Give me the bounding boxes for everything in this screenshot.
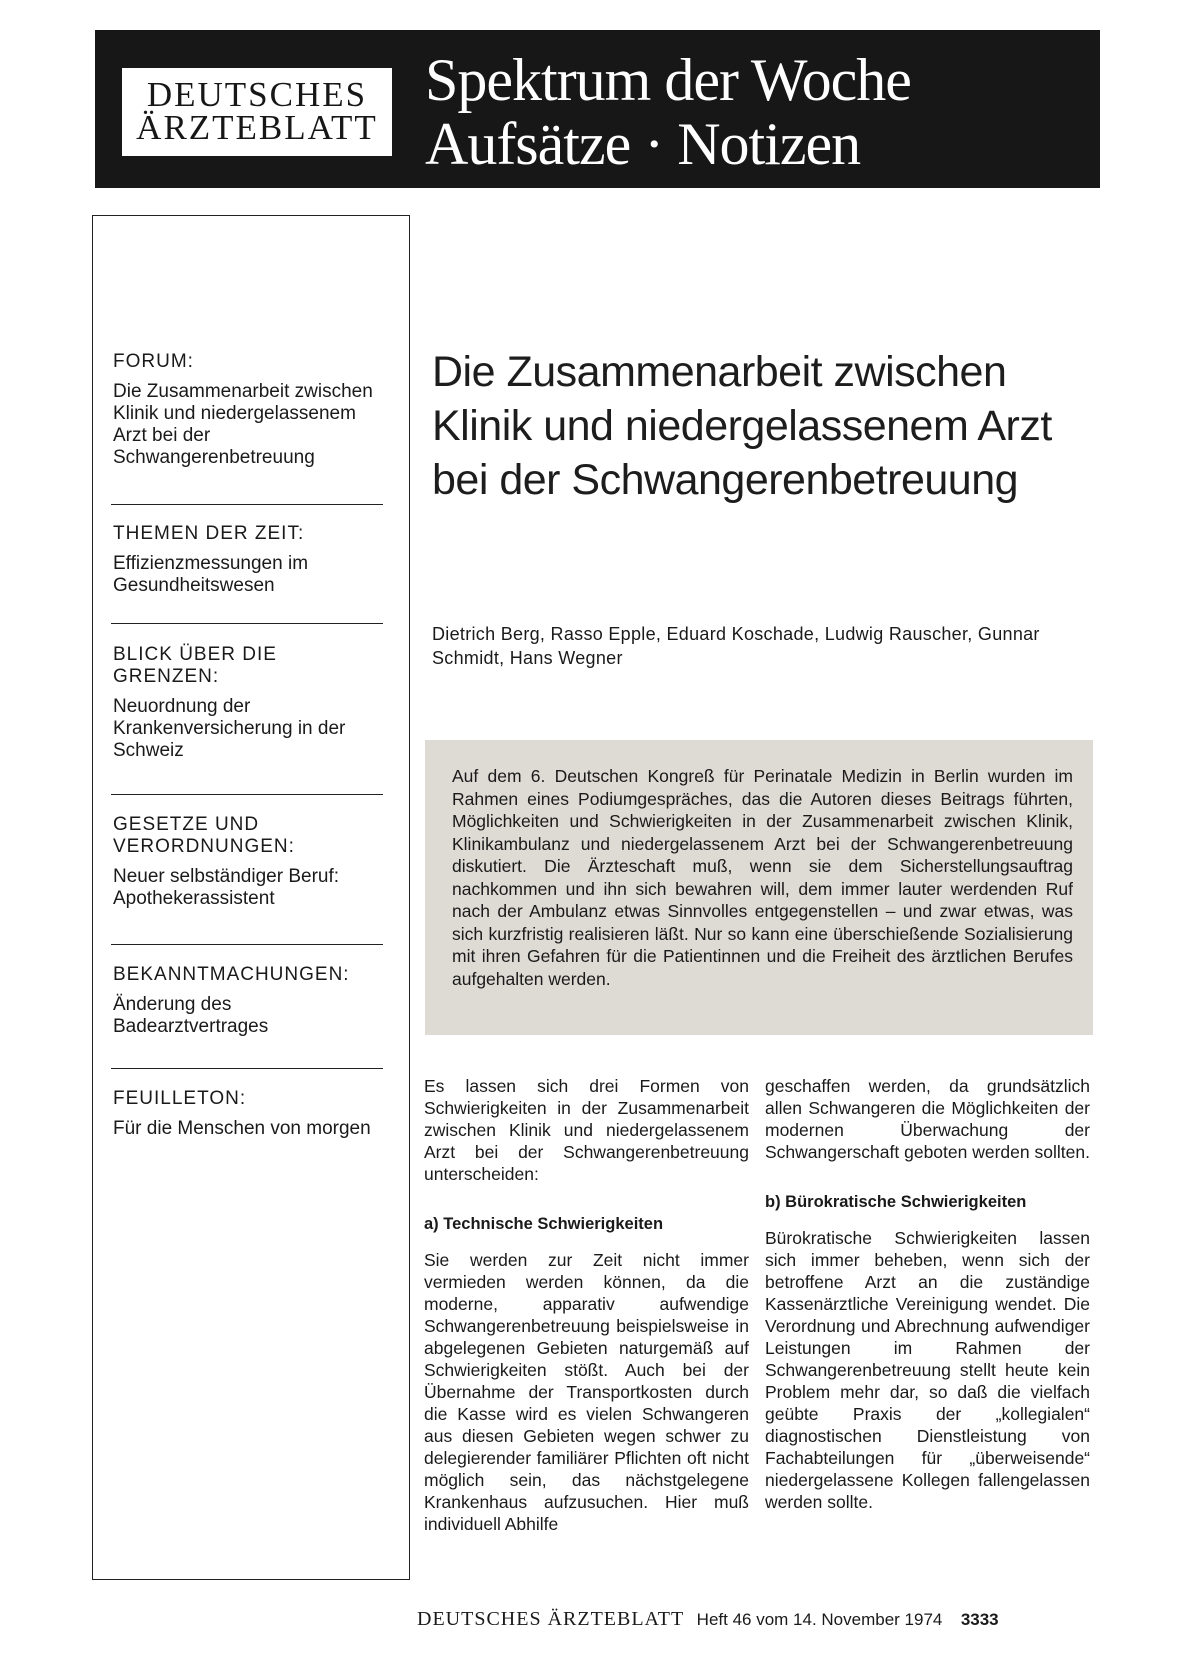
section-b-paragraph: Bürokratische Schwierigkeiten lassen sich immer beheben, wenn sich der betroffene Arzt an die zuständige Kassenärztliche Vereinigung wendet. Die Verordnung und Abrechnung aufwendiger Leistungen im Rahmen der Schwangerenbetreuung stellt heute kein Problem mehr dar, so daß die vielfach geübte Praxis der „kollegialen“ diagnostischen Dienstleistung von Fachabteilungen für „überweisende“ niedergelassene Kollegen fallengelassen werden sollte. <box>765 1228 1090 1512</box>
sidebar-divider <box>111 623 383 624</box>
continuation-paragraph: geschaffen werden, da grundsätzlich allen Schwangeren die Möglichkeiten der modernen Überwachung der Schwangerschaft geboten werden sollten. <box>765 1076 1090 1162</box>
sidebar-section-blick <box>113 644 383 762</box>
sidebar-heading: FEUILLETON: <box>113 1088 247 1109</box>
intro-paragraph: Es lassen sich drei Formen von Schwierigkeiten in der Zusammenarbeit zwischen Klinik und niedergelassenem Arzt bei der Schwangerenbetreuung unterscheiden: <box>424 1076 749 1184</box>
sidebar-section-feuilleton <box>113 1088 383 1140</box>
section-title-line-1: Spektrum der Woche <box>425 47 911 113</box>
footer-issue: Heft 46 vom 14. November 1974 <box>696 1610 943 1629</box>
footer-brand: DEUTSCHES ÄRZTEBLATT <box>417 1608 685 1630</box>
sidebar-heading: BLICK ÜBER DIE GRENZEN: <box>113 644 277 687</box>
page-footer <box>417 1608 999 1631</box>
section-b-heading: b) Bürokratische Schwierigkeiten <box>765 1193 1027 1211</box>
article-authors: Dietrich Berg, Rasso Epple, Eduard Koschade, Ludwig Rauscher, Gunnar Schmidt, Hans Wegner <box>432 624 1040 668</box>
logo-line-2: ÄRZTEBLATT <box>136 108 378 147</box>
sidebar-section-themen <box>113 523 383 597</box>
section-title <box>425 48 911 176</box>
journal-logo <box>122 68 392 156</box>
abstract-text: Auf dem 6. Deutschen Kongreß für Perinatale Medizin in Berlin wurden im Rahmen eines Podiumgespräches, das die Autoren dieses Beitrags führten, Möglichkeiten und Schwierigkeiten in der Zusammenarbeit zwischen Klinik, Klinikambulanz und niedergelassenem Arzt bei der Schwangerenbetreuung diskutiert. Die Ärzteschaft muß, wenn sie dem Sicherstellungsauftrag nachkommen und ihn sich bewahren will, dem immer lauter werdenden Ruf nach der Ambulanz etwas Sinnvolles entgegenstellen – und zwar etwas, was sich kurzfristig realisieren läßt. Nur so kann eine überschießende Sozialisierung mit ihren Gefahren für die Patientinnen und die Freiheit des ärztlichen Berufes aufgehalten werden. <box>452 766 1073 989</box>
abstract-box <box>425 740 1093 1035</box>
sidebar-divider <box>111 504 383 505</box>
sidebar-divider <box>111 794 383 795</box>
sidebar-section-bekanntmachungen <box>113 964 383 1038</box>
sidebar-section-forum <box>113 351 383 469</box>
section-a-heading: a) Technische Schwierigkeiten <box>424 1215 664 1233</box>
section-title-line-2: Aufsätze · Notizen <box>425 111 861 177</box>
sidebar-description: Neuer selbständiger Beruf: Apothekerassistent <box>113 866 340 909</box>
sidebar-section-gesetze <box>113 814 383 910</box>
sidebar-description: Neuordnung der Krankenversicherung in der Schweiz <box>113 696 346 761</box>
sidebar-divider <box>111 1068 383 1069</box>
header-banner <box>95 30 1100 188</box>
sidebar-heading: GESETZE UND VERORDNUNGEN: <box>113 814 295 857</box>
article-title: Die Zusammenarbeit zwischen Klinik und niedergelassenem Arzt bei der Schwangerenbetreuung <box>432 348 1052 504</box>
body-column-left <box>424 1075 749 1535</box>
sidebar-contents <box>92 215 410 1580</box>
logo-line-1: DEUTSCHES <box>146 75 368 114</box>
sidebar-description: Effizienzmessungen im Gesundheitswesen <box>113 553 309 596</box>
page-number: 3333 <box>960 1610 999 1629</box>
section-a-paragraph: Sie werden zur Zeit nicht immer vermieden werden können, da die moderne, apparativ aufwendige Schwangerenbetreuung beispielsweise in abgelegenen Gebieten naturgemäß auf Schwierigkeiten stößt. Auch bei der Übernahme der Transportkosten durch die Kasse wird es vielen Schwangeren aus diesen Gebieten wegen schwer zu delegierender familiärer Pflichten oft nicht möglich sein, das nächstgelegene Krankenhaus aufzusuchen. Hier muß individuell Abhilfe <box>424 1250 749 1534</box>
sidebar-heading: THEMEN DER ZEIT: <box>113 523 305 544</box>
sidebar-heading: BEKANNTMACHUNGEN: <box>113 964 350 985</box>
sidebar-description: Änderung des Badearztvertrages <box>113 994 269 1037</box>
sidebar-description: Die Zusammenarbeit zwischen Klinik und niedergelassenem Arzt bei der Schwangerenbetreuung <box>113 381 373 468</box>
body-column-right <box>765 1075 1090 1513</box>
sidebar-divider <box>111 944 383 945</box>
sidebar-description: Für die Menschen von morgen <box>113 1118 371 1139</box>
sidebar-heading: FORUM: <box>113 351 194 372</box>
